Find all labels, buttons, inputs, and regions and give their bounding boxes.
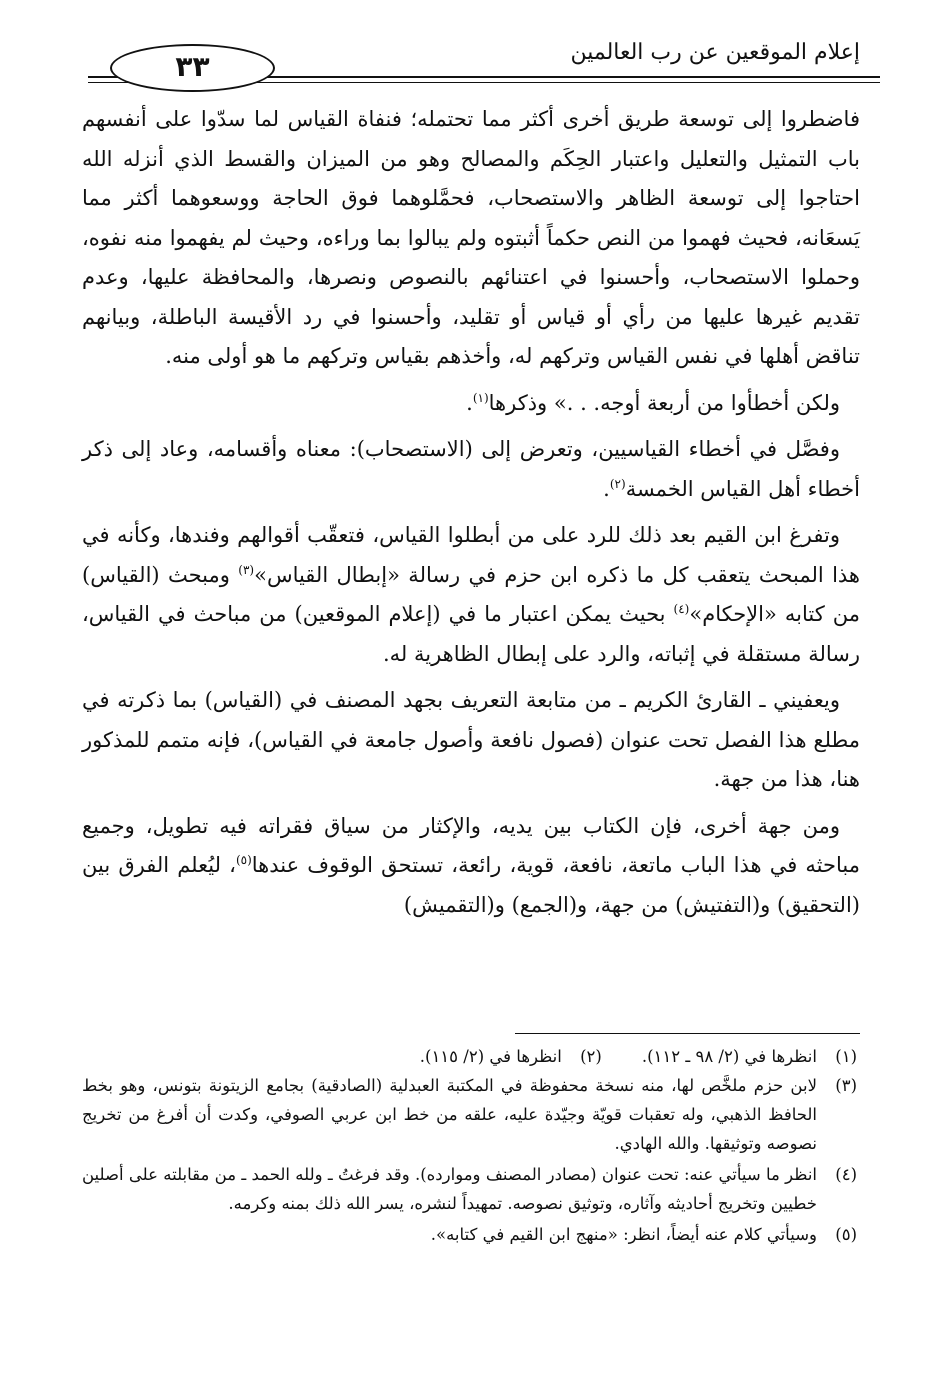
paragraph-text: ومن جهة أخرى، فإن الكتاب بين يديه، والإكثار من سياق فقراته فيه تطويل، وجميع مباحثه في هذا الباب ماتعة، نافعة، قوية، رائعة، تستحق الوقوف عندها [82,813,860,877]
paragraph [82,516,860,674]
footnote-text: لابن حزم ملخَّص لها، منه نسخة محفوظة في المكتبة العبدلية (الصادقية) بجامع الزيتونة بتونس، وهو بخط الحافظ الذهبي، وله تعقبات قويّة وجيّدة عليه، علقه من خط ابن عربي الصوفي، وكدت أن أفرغ من تخريج نصوصه وتوثيقها. والله الهادي. [82,1076,817,1153]
footnote-1 [642,1042,857,1071]
footnote-number: (٤) [835,1165,857,1184]
footnote-ref: (٣) [238,562,255,577]
paragraph [82,807,860,926]
footnotes [82,1042,857,1251]
footnote-number: (١) [835,1047,857,1066]
paragraph-text: ومبحث (القياس) من كتابه «الإحكام» [82,562,860,626]
footnote-separator [515,1033,860,1034]
footnote-3 [82,1071,857,1158]
footnote-4 [82,1160,857,1218]
page-header [80,30,880,100]
footnote-text: انظر ما سيأتي عنه: تحت عنوان (مصادر المصنف وموارده). وقد فرغتُ ـ ولله الحمد ـ من مقابلته على أصلين خطيين وتخريج أحاديثه وآثاره، وتوثيق نصوصه. تمهيداً لنشره، يسر الله ذلك بمنه وكرمه. [82,1165,817,1213]
paragraph: فاضطروا إلى توسعة طريق أخرى أكثر مما تحتمله؛ فنفاة القياس لما سدّوا على أنفسهم باب التمثيل والتعليل واعتبار الحِكَم والمصالح وهو من الميزان والقسط الذي أنزله الله احتاجوا إلى توسعة الظاهر والاستصحاب، فحمَّلوهما فوق الحاجة ووسعوهما أكثر مما يَسعَانه، فحيث فهموا من النص حكماً أثبتوه ولم يبالوا بما وراءه، وحيث لم يفهموا منه نفوه، وحملوا الاستصحاب، وأحسنوا في اعتنائهم بالنصوص ونصرها، والمحافظة عليها، وعدم تقديم غيرها عليها من رأي أو قياس أو تقليد، وأحسنوا في رد الأقيسة الباطلة، وبيانهم تناقض أهلها في نفس القياس وتركهم له، وأخذهم بقياس وتركهم ما هو أولى منه. [82,107,860,368]
footnote-ref: (٤) [673,602,690,616]
paragraph-text: ولكن أخطأوا من أربعة أوجه. . .» وذكرها [488,390,840,415]
footnote-5 [82,1220,857,1249]
page-number-oval [110,44,275,92]
footnote-text: انظرها في (٢/ ١١٥). [419,1047,562,1066]
page-number: ٣٣ [175,50,210,83]
footnote-row [82,1042,857,1071]
paragraph-text: وفصَّل في أخطاء القياسيين، وتعرض إلى (الاستصحاب): معناه وأقسامه، وعاد إلى ذكر أخطاء أهل القياس الخمسة [82,437,860,501]
footnote-text: انظرها في (٢/ ٩٨ ـ ١١٢). [641,1047,817,1066]
footnote-text: وسيأتي كلام عنه أيضاً، انظر: «منهج ابن القيم في كتابه». [430,1225,817,1244]
paragraph: وفصَّل في أخطاء القياسيين، وتعرض إلى (الاستصحاب): معناه وأقسامه، وعاد إلى ذكر أخطاء أهل القياس الخمسة$^{(٢)}$. [82,437,860,501]
footnote-number: (٣) [835,1076,857,1095]
paragraph: ولكن أخطأوا من أربعة أوجه. . .» وذكرها$^{(١)}$. [466,390,840,415]
paragraph-text: ، ليُعلم الفرق بين (التحقيق) و(التفتيش) من جهة، و(الجمع) و(التقميش) [82,853,860,917]
paragraph-text: وتفرغ ابن القيم بعد ذلك للرد على من أبطلوا القياس، فتعقّب أقوالهم وفندها، وكأنه في هذا المبحث يتعقب كل ما ذكره ابن حزم في رسالة «إبطال القياس» [82,523,860,587]
footnote-number: (٥) [835,1225,857,1244]
footnote-2 [420,1042,602,1071]
paragraph-text: بحيث يمكن اعتبار ما في (إعلام الموقعين) من مباحث في القياس، رسالة مستقلة في إثباته، والرد على إبطال الظاهرية له. [82,602,860,666]
footnote-ref: (٥) [235,853,252,867]
footnote-number: (٢) [580,1047,602,1066]
running-title: إعلام الموقعين عن رب العالمين [570,40,860,65]
paragraph: ويعفيني ـ القارئ الكريم ـ من متابعة التعريف بجهد المصنف في (القياس) بما ذكرته في مطلع هذا الفصل تحت عنوان (فصول نافعة وأصول جامعة في القياس)، فإنه متمم للمذكور هنا، هذا من جهة. [82,688,860,791]
footnote-ref: (١) [472,390,489,405]
main-text [82,100,860,932]
footnote-ref: (٢) [609,476,626,491]
